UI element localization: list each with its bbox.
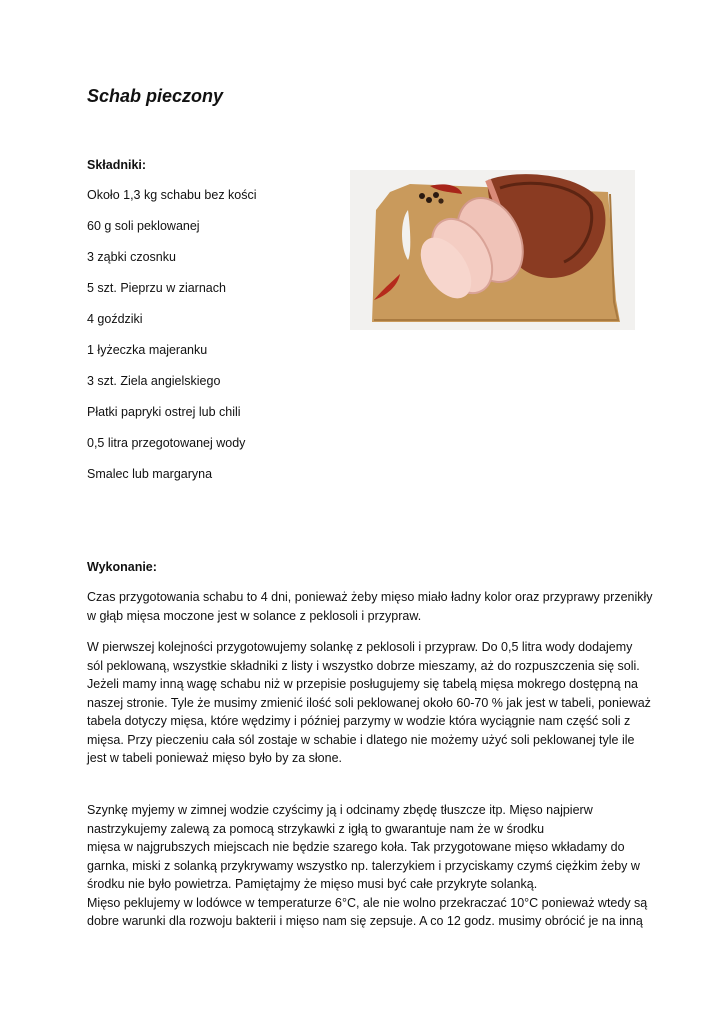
- ingredient-item: Płatki papryki ostrej lub chili: [87, 405, 241, 419]
- text-line: środku nie było powietrza. Pamiętajmy że mięso musi być całe przykryte solanką.: [87, 877, 538, 891]
- ingredient-item: 60 g soli peklowanej: [87, 219, 200, 233]
- text-line: Jeżeli mamy inną wagę schabu niż w przepisie posługujemy się tabelą mięsa mokrego dostępną na: [87, 677, 638, 691]
- ingredient-item: Około 1,3 kg schabu bez kości: [87, 188, 257, 202]
- ingredients-heading: Składniki:: [87, 158, 147, 172]
- text-line: tabela dotyczy mięsa, które wędzimy i później parzymy w wodzie która wyciągnie nam część soli z: [87, 714, 631, 728]
- text-line: mięsa. Przy pieczeniu cała sól zostaje w schabie i dlatego nie możemy użyć soli peklowanej tyle ile: [87, 732, 635, 747]
- text-line: w głąb mięsa moczone jest w solance z peklosoli i przypraw.: [87, 608, 422, 623]
- text-line: mięsa w najgrubszych miejscach nie będzie szarego koła. Tak przygotowane mięso wkładamy do: [87, 840, 625, 854]
- ingredient-item: 5 szt. Pieprzu w ziarnach: [87, 281, 226, 295]
- text-line: Szynkę myjemy w zimnej wodzie czyścimy ją i odcinamy zbędę tłuszcze itp. Mięso najpierw: [87, 803, 593, 817]
- method-paragraph: [87, 638, 651, 768]
- recipe-title: Schab pieczony: [87, 86, 224, 106]
- ingredient-item: Smalec lub margaryna: [87, 467, 213, 481]
- ingredient-item: 3 szt. Ziela angielskiego: [87, 374, 221, 388]
- ingredient-item: 3 ząbki czosnku: [87, 250, 176, 264]
- text-line: naszej stronie. Tyle że musimy zmienić ilość soli peklowanej około 60-70 % jak jest w tabeli, ponieważ: [87, 695, 651, 710]
- text-line: dobre warunki dla rozwoju bakterii i mięso nam się zepsuje. A co 12 godz. musimy obrócić je na inną: [87, 914, 643, 928]
- text-line: jest w tabeli ponieważ mięso było by za słone.: [87, 751, 342, 765]
- ingredient-item: 1 łyżeczka majeranku: [87, 343, 208, 357]
- text-line: nastrzykujemy zalewą za pomocą strzykawki z igłą to gwarantuje nam że w środku: [87, 821, 545, 836]
- text-line: garnka, miski z solanką przykrywamy wszystko np. talerzykiem i przyciskamy czymś ciężkim żeby w: [87, 858, 640, 873]
- roast-pork-photo: [350, 170, 635, 330]
- ingredients-list: [87, 186, 257, 496]
- method-paragraph: [87, 588, 653, 625]
- method-paragraph: [87, 801, 647, 931]
- text-line: Czas przygotowania schabu to 4 dni, ponieważ żeby mięso miało ładny kolor oraz przyprawy przenikły: [87, 590, 653, 604]
- text-line: Mięso peklujemy w lodówce w temperaturze 6°C, ale nie wolno przekraczać 10°C ponieważ wtedy są: [87, 895, 648, 910]
- ingredient-item: 4 goździki: [87, 312, 143, 326]
- text-line: W pierwszej kolejności przygotowujemy solankę z peklosoli i przypraw. Do 0,5 litra wody dodajemy: [87, 640, 633, 654]
- method-heading: Wykonanie:: [87, 560, 157, 574]
- ingredient-item: 0,5 litra przegotowanej wody: [87, 436, 246, 450]
- text-line: sól peklowaną, wszystkie składniki z listy i wszystko dobrze mieszamy, aż do rozpuszczenia się soli.: [87, 658, 640, 673]
